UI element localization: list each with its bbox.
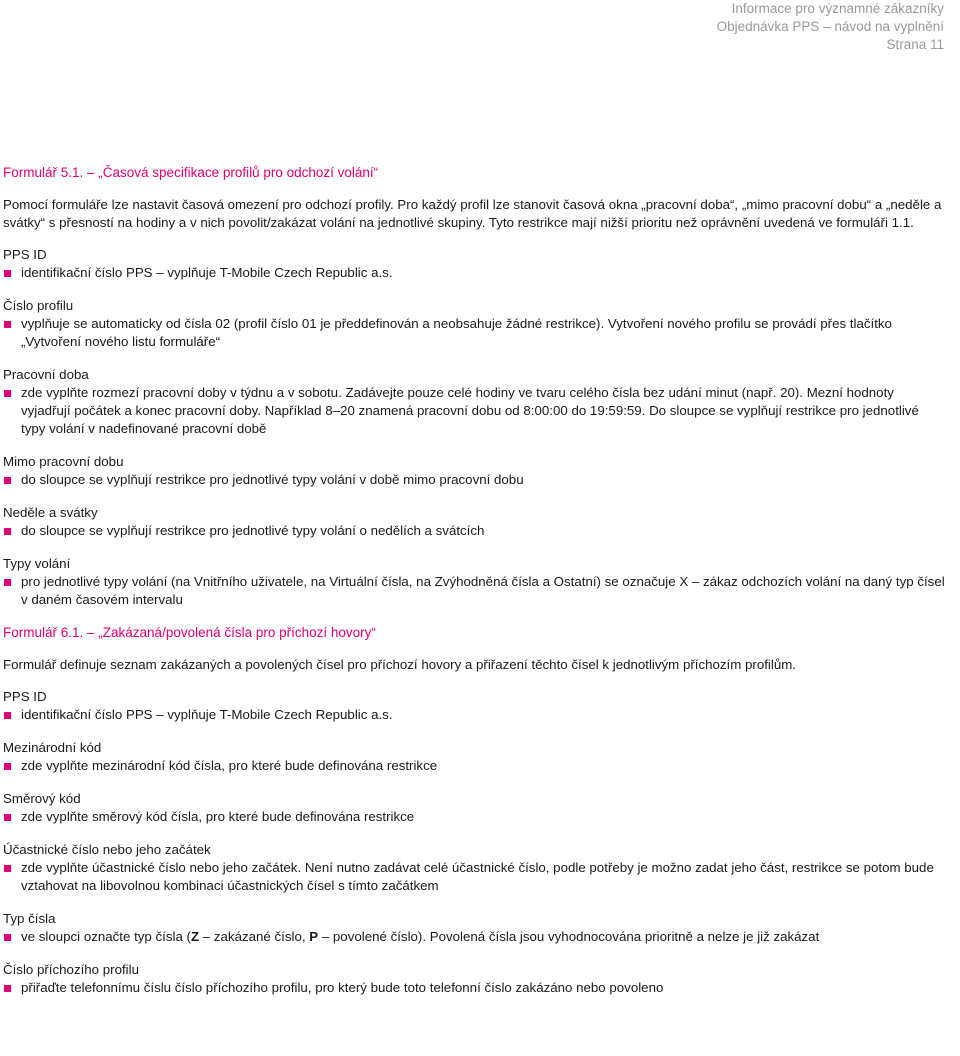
bullet-item [3, 522, 945, 540]
section-title: Číslo profilu [3, 298, 74, 313]
section-title: PPS ID [3, 247, 47, 262]
bullet-item [3, 706, 945, 724]
form-5-1-title: Formulář 5.1. – „Časová specifikace profilů pro odchozí volání“ [3, 165, 379, 180]
section-pracovni-doba [3, 366, 945, 438]
section-title: Pracovní doba [3, 367, 89, 382]
bullet-text [21, 928, 945, 946]
bullet-text: zde vyplňte účastnické číslo nebo jeho začátek. Není nutno zadávat celé účastnické číslo, podle potřeby je možno zadat jeho část, restrikce se potom bude vztahovat na libovolnou kombinaci účastnických čísel s tímto začátkem [21, 860, 934, 893]
bullet-square-icon [4, 477, 11, 484]
typ-cisla-text-start: ve sloupci označte typ čísla ( [21, 929, 191, 944]
bullet-text: zde vyplňte směrový kód čísla, pro které bude definována restrikce [21, 809, 415, 824]
section-cislo-profilu [3, 297, 945, 351]
form-5-1-intro: Pomocí formuláře lze nastavit časová omezení pro odchozí profily. Pro každý profil lze stanovit časová okna „pracovní doba“, „mimo pracovní dobu“ a „neděle a svátky“ s přesností na hodiny a v nich povolit/zakázat volání na jednotlivé skupiny. Tyto restrikce mají nižší prioritu než oprávnění uvedená ve formuláři 1.1. [3, 197, 942, 230]
bullet-item [3, 808, 945, 826]
typ-cisla-text-z: – zakázané číslo, [199, 929, 310, 944]
bullet-text: zde vyplňte mezinárodní kód čísla, pro které bude definována restrikce [21, 758, 438, 773]
section-nedele-a-svatky [3, 504, 945, 540]
bullet-text: vyplňuje se automaticky od čísla 02 (profil číslo 01 je předdefinován a neobsahuje žádné restrikce). Vytvoření nového profilu se provádí přes tlačítko „Vytvoření nového listu formuláře“ [21, 316, 892, 349]
section-ucastnicke-cislo [3, 841, 945, 895]
section-mezinarodni-kod [3, 739, 945, 775]
section-title: Typ čísla [3, 911, 56, 926]
section-title: Mezinárodní kód [3, 740, 102, 755]
bullet-text: do sloupce se vyplňují restrikce pro jednotlivé typy volání o nedělích a svátcích [21, 523, 485, 538]
bullet-item [3, 757, 945, 775]
section-title: Číslo příchozího profilu [3, 962, 139, 977]
bullet-item [3, 471, 945, 489]
section-title: Mimo pracovní dobu [3, 454, 124, 469]
bullet-square-icon [4, 814, 11, 821]
bullet-text: přiřaďte telefonnímu číslu číslo příchozího profilu, pro který bude toto telefonní číslo zakázáno nebo povoleno [21, 980, 664, 995]
section-mimo-pracovni-dobu [3, 453, 945, 489]
section-cislo-prichoziho-profilu [3, 961, 945, 997]
section-pps-id-2 [3, 688, 945, 724]
bullet-square-icon [4, 934, 11, 941]
bullet-item [3, 859, 945, 895]
bullet-text: zde vyplňte rozmezí pracovní doby v týdnu a v sobotu. Zadávejte pouze celé hodiny ve tvaru celého čísla bez udání minut (např. 20). Mezní hodnoty vyjadřují počátek a konec pracovní doby. Například 8–20 znamená pracovní dobu od 8:00:00 do 19:59:59. Do sloupce se vyplňují restrikce pro jednotlivé typy volání v nadefinované pracovní době [21, 385, 919, 436]
bullet-item [3, 315, 945, 351]
document-body [3, 164, 945, 1012]
bullet-item [3, 928, 945, 946]
section-title: Směrový kód [3, 791, 81, 806]
section-pps-id [3, 246, 945, 282]
section-title: Účastnické číslo nebo jeho začátek [3, 842, 211, 857]
bullet-square-icon [4, 763, 11, 770]
section-title: PPS ID [3, 689, 47, 704]
header-document-title: Objednávka PPS – návod na vyplnění [716, 19, 944, 34]
typ-cisla-code-p: P [309, 929, 319, 944]
bullet-text: identifikační číslo PPS – vyplňuje T-Mobile Czech Republic a.s. [21, 707, 393, 722]
bullet-text: do sloupce se vyplňují restrikce pro jednotlivé typy volání v době mimo pracovní dobu [21, 472, 524, 487]
typ-cisla-code-z: Z [190, 929, 200, 944]
bullet-square-icon [4, 865, 11, 872]
bullet-item [3, 384, 945, 438]
bullet-text: pro jednotlivé typy volání (na Vnitřního uživatele, na Virtuální čísla, na Zvýhodněná čísla a Ostatní) se označuje X – zákaz odchozích volání na daný typ čísel v daném časovém intervalu [21, 574, 945, 607]
typ-cisla-text-end: – povolené číslo). Povolená čísla jsou vyhodnocována prioritně a nelze je již zakázat [318, 929, 820, 944]
section-title: Neděle a svátky [3, 505, 98, 520]
header-page-number: Strana 11 [886, 37, 944, 52]
bullet-square-icon [4, 390, 11, 397]
form-6-1-title: Formulář 6.1. – „Zakázaná/povolená čísla pro příchozí hovory“ [3, 625, 376, 640]
bullet-square-icon [4, 712, 11, 719]
section-smerovy-kod [3, 790, 945, 826]
header-company-line: Informace pro významné zákazníky [731, 1, 944, 16]
bullet-item [3, 573, 945, 609]
section-typ-cisla [3, 910, 945, 946]
bullet-square-icon [4, 528, 11, 535]
bullet-text: identifikační číslo PPS – vyplňuje T-Mobile Czech Republic a.s. [21, 265, 393, 280]
bullet-square-icon [4, 985, 11, 992]
bullet-square-icon [4, 579, 11, 586]
section-title: Typy volání [3, 556, 71, 571]
bullet-square-icon [4, 270, 11, 277]
bullet-item [3, 264, 945, 282]
bullet-item [3, 979, 945, 997]
form-6-1-intro: Formulář definuje seznam zakázaných a povolených čísel pro příchozí hovory a přiřazení těchto čísel k jednotlivým příchozím profilům. [3, 657, 796, 672]
bullet-square-icon [4, 321, 11, 328]
section-typy-volani [3, 555, 945, 609]
page-header [717, 0, 944, 54]
